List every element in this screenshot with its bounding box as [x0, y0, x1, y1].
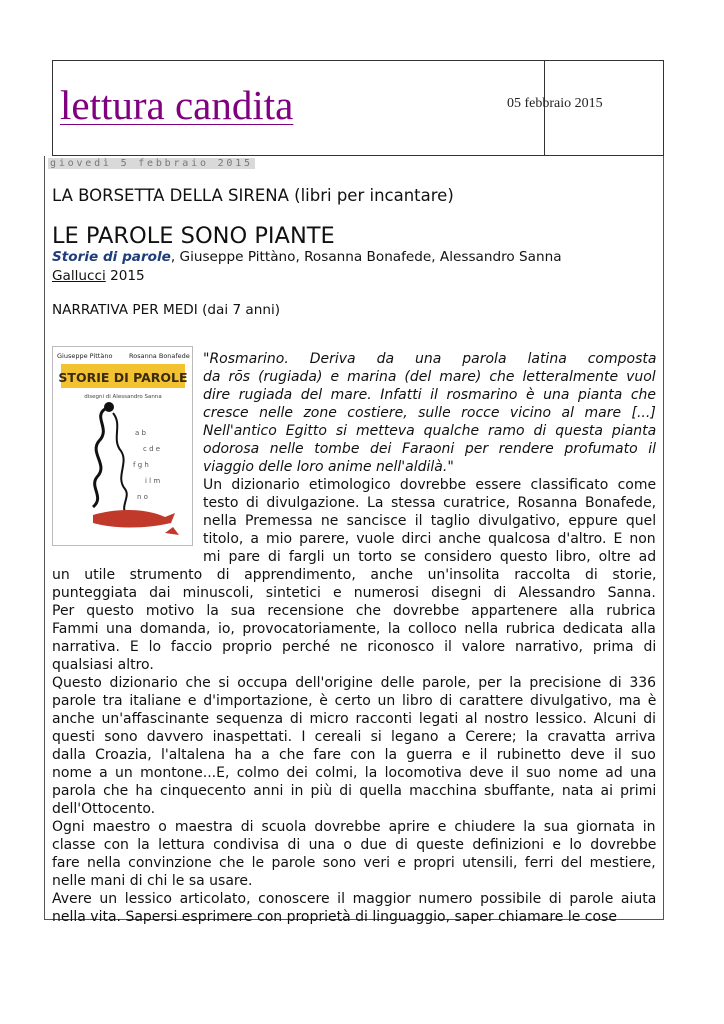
text-line: titolo, a mio parere, vuole dirci anche qualcosa d'altro. E non — [203, 531, 656, 547]
text-line: Questo dizionario che si occupa dell'origine delle parole, per la precisione di 336 — [52, 675, 657, 691]
header-box — [52, 60, 664, 156]
publisher-link[interactable]: Gallucci — [52, 268, 106, 284]
post-date: giovedì 5 febbraio 2015 — [50, 158, 253, 169]
text-line: mi pare di fargli un torto se considero questo libro, oltre ad — [203, 549, 657, 565]
cover-figure-head — [104, 402, 114, 412]
text-line: classe con la lettura condivisa di una o due di queste definizioni e lo dovrebbe — [52, 837, 657, 853]
svg-text:c d e: c d e — [143, 445, 161, 453]
text-line: anche un'affascinante sequenza di micro racconti legati al nostro lessico. Alcuni di — [52, 711, 657, 727]
text-line: nella Premessa ne sancisce il taglio divulgativo, eppure quel — [203, 513, 657, 529]
text-line: Nell'antico Egitto si metteva qualche ramo di questa pianta — [203, 423, 657, 439]
svg-text:n o: n o — [137, 493, 148, 501]
text-line: parole tra italiane e d'importazione, è certo un libro di carattere divulgativo, ma è — [52, 693, 657, 709]
book-cover-illustration — [53, 347, 192, 545]
text-line: cresce nelle zone costiere, sulle rocce vicino al mare [...] — [203, 405, 656, 421]
text-line: viaggio delle loro anime nell'aldilà." — [203, 459, 454, 475]
cover-author-2: Rosanna Bonafede — [129, 352, 190, 360]
cover-publisher-mark — [165, 527, 179, 535]
publisher-line — [52, 268, 145, 284]
text-line: Ogni maestro o maestra di scuola dovrebbe aprire e chiudere la sua giornata in — [52, 819, 656, 835]
text-line: narrativa. E lo faccio proprio perché ne riconosco il valore narrativo, prima di — [52, 639, 657, 655]
text-line: fare nella convinzione che le parole sono veri e propri utensili, ferri del mestiere, — [52, 855, 656, 871]
text-line: nome a un montone...E, colmo dei colmi, la locomotiva deve il suo nome ad una — [52, 765, 657, 781]
cover-illustrator: disegni di Alessandro Sanna — [84, 394, 162, 400]
text-line: testo di divulgazione. La stessa curatrice, Rosanna Bonafede, — [203, 495, 657, 511]
text-line: qualsiasi altro. — [52, 657, 154, 673]
cover-title: STORIE DI PAROLE — [58, 370, 188, 385]
text-line: dire rugiada del mare. Infatti il rosmarino è una pianta che — [203, 387, 657, 403]
text-line: nella vita. Sapersi esprimere con proprietà di linguaggio, saper chiamare le cose — [52, 909, 617, 925]
svg-text:f g h: f g h — [133, 461, 149, 469]
header-date: 05 febbraio 2015 — [507, 96, 603, 111]
svg-text:a b: a b — [135, 429, 146, 437]
text-line: dell'Ottocento. — [52, 801, 156, 817]
cover-figure-stroke-2 — [113, 413, 127, 515]
text-line: odorosa nelle tombe dei Faraoni per rendere profumato il — [203, 441, 656, 457]
book-cover-image — [52, 346, 193, 546]
text-line: parola che ha cinquecento anni in più di quella macchina sbuffante, nata ai primi — [52, 783, 657, 799]
cover-figure-stroke — [93, 409, 105, 507]
text-line: Per questo motivo la sua recensione che dovrebbe appartenere alla rubrica — [52, 603, 656, 619]
text-line: da rōs (rugiada) e marina (del mare) che letteralmente vuol — [203, 369, 656, 385]
svg-text:i l m: i l m — [145, 477, 161, 485]
blog-title-link[interactable]: lettura candita — [60, 82, 294, 128]
text-line: nelle mani di chi le sa usare. — [52, 873, 253, 889]
text-line: Avere un lessico articolato, conoscere il maggior numero possibile di parole aiuta — [52, 891, 657, 907]
text-line: Fammi una domanda, io, provocatoriamente, la colloco nella rubrica dedicata alla — [52, 621, 656, 637]
cover-fox-shape — [93, 510, 175, 528]
text-line: dalla Croazia, l'altalena ha a che fare con la guerra e il rubinetto deve il suo — [52, 747, 656, 763]
text-line: Un dizionario etimologico dovrebbe essere classificato come — [203, 477, 657, 493]
text-line: questi sono davvero inaspettati. I cereali si legano a Cerere; la cravatta arriva — [52, 729, 656, 745]
publication-year: 2015 — [105, 268, 145, 284]
text-line: "Rosmarino. Deriva da una parola latina composta — [203, 351, 657, 367]
cover-author-1: Giuseppe Pittàno — [57, 352, 113, 360]
post-title: LE PAROLE SONO PIANTE — [52, 223, 335, 249]
book-authors: , Giuseppe Pittàno, Rosanna Bonafede, Alessandro Sanna — [170, 249, 562, 265]
section-title: LA BORSETTA DELLA SIRENA (libri per incantare) — [52, 186, 454, 205]
text-line: un utile strumento di apprendimento, anche un'insolita raccolta di storie, — [52, 567, 657, 583]
book-title: Storie di parole — [52, 249, 171, 265]
text-line: punteggiata dai minuscoli, sintetici e numerosi disegni di Alessandro Sanna. — [52, 585, 656, 601]
category-label: NARRATIVA PER MEDI (dai 7 anni) — [52, 302, 281, 318]
book-line — [52, 249, 562, 265]
